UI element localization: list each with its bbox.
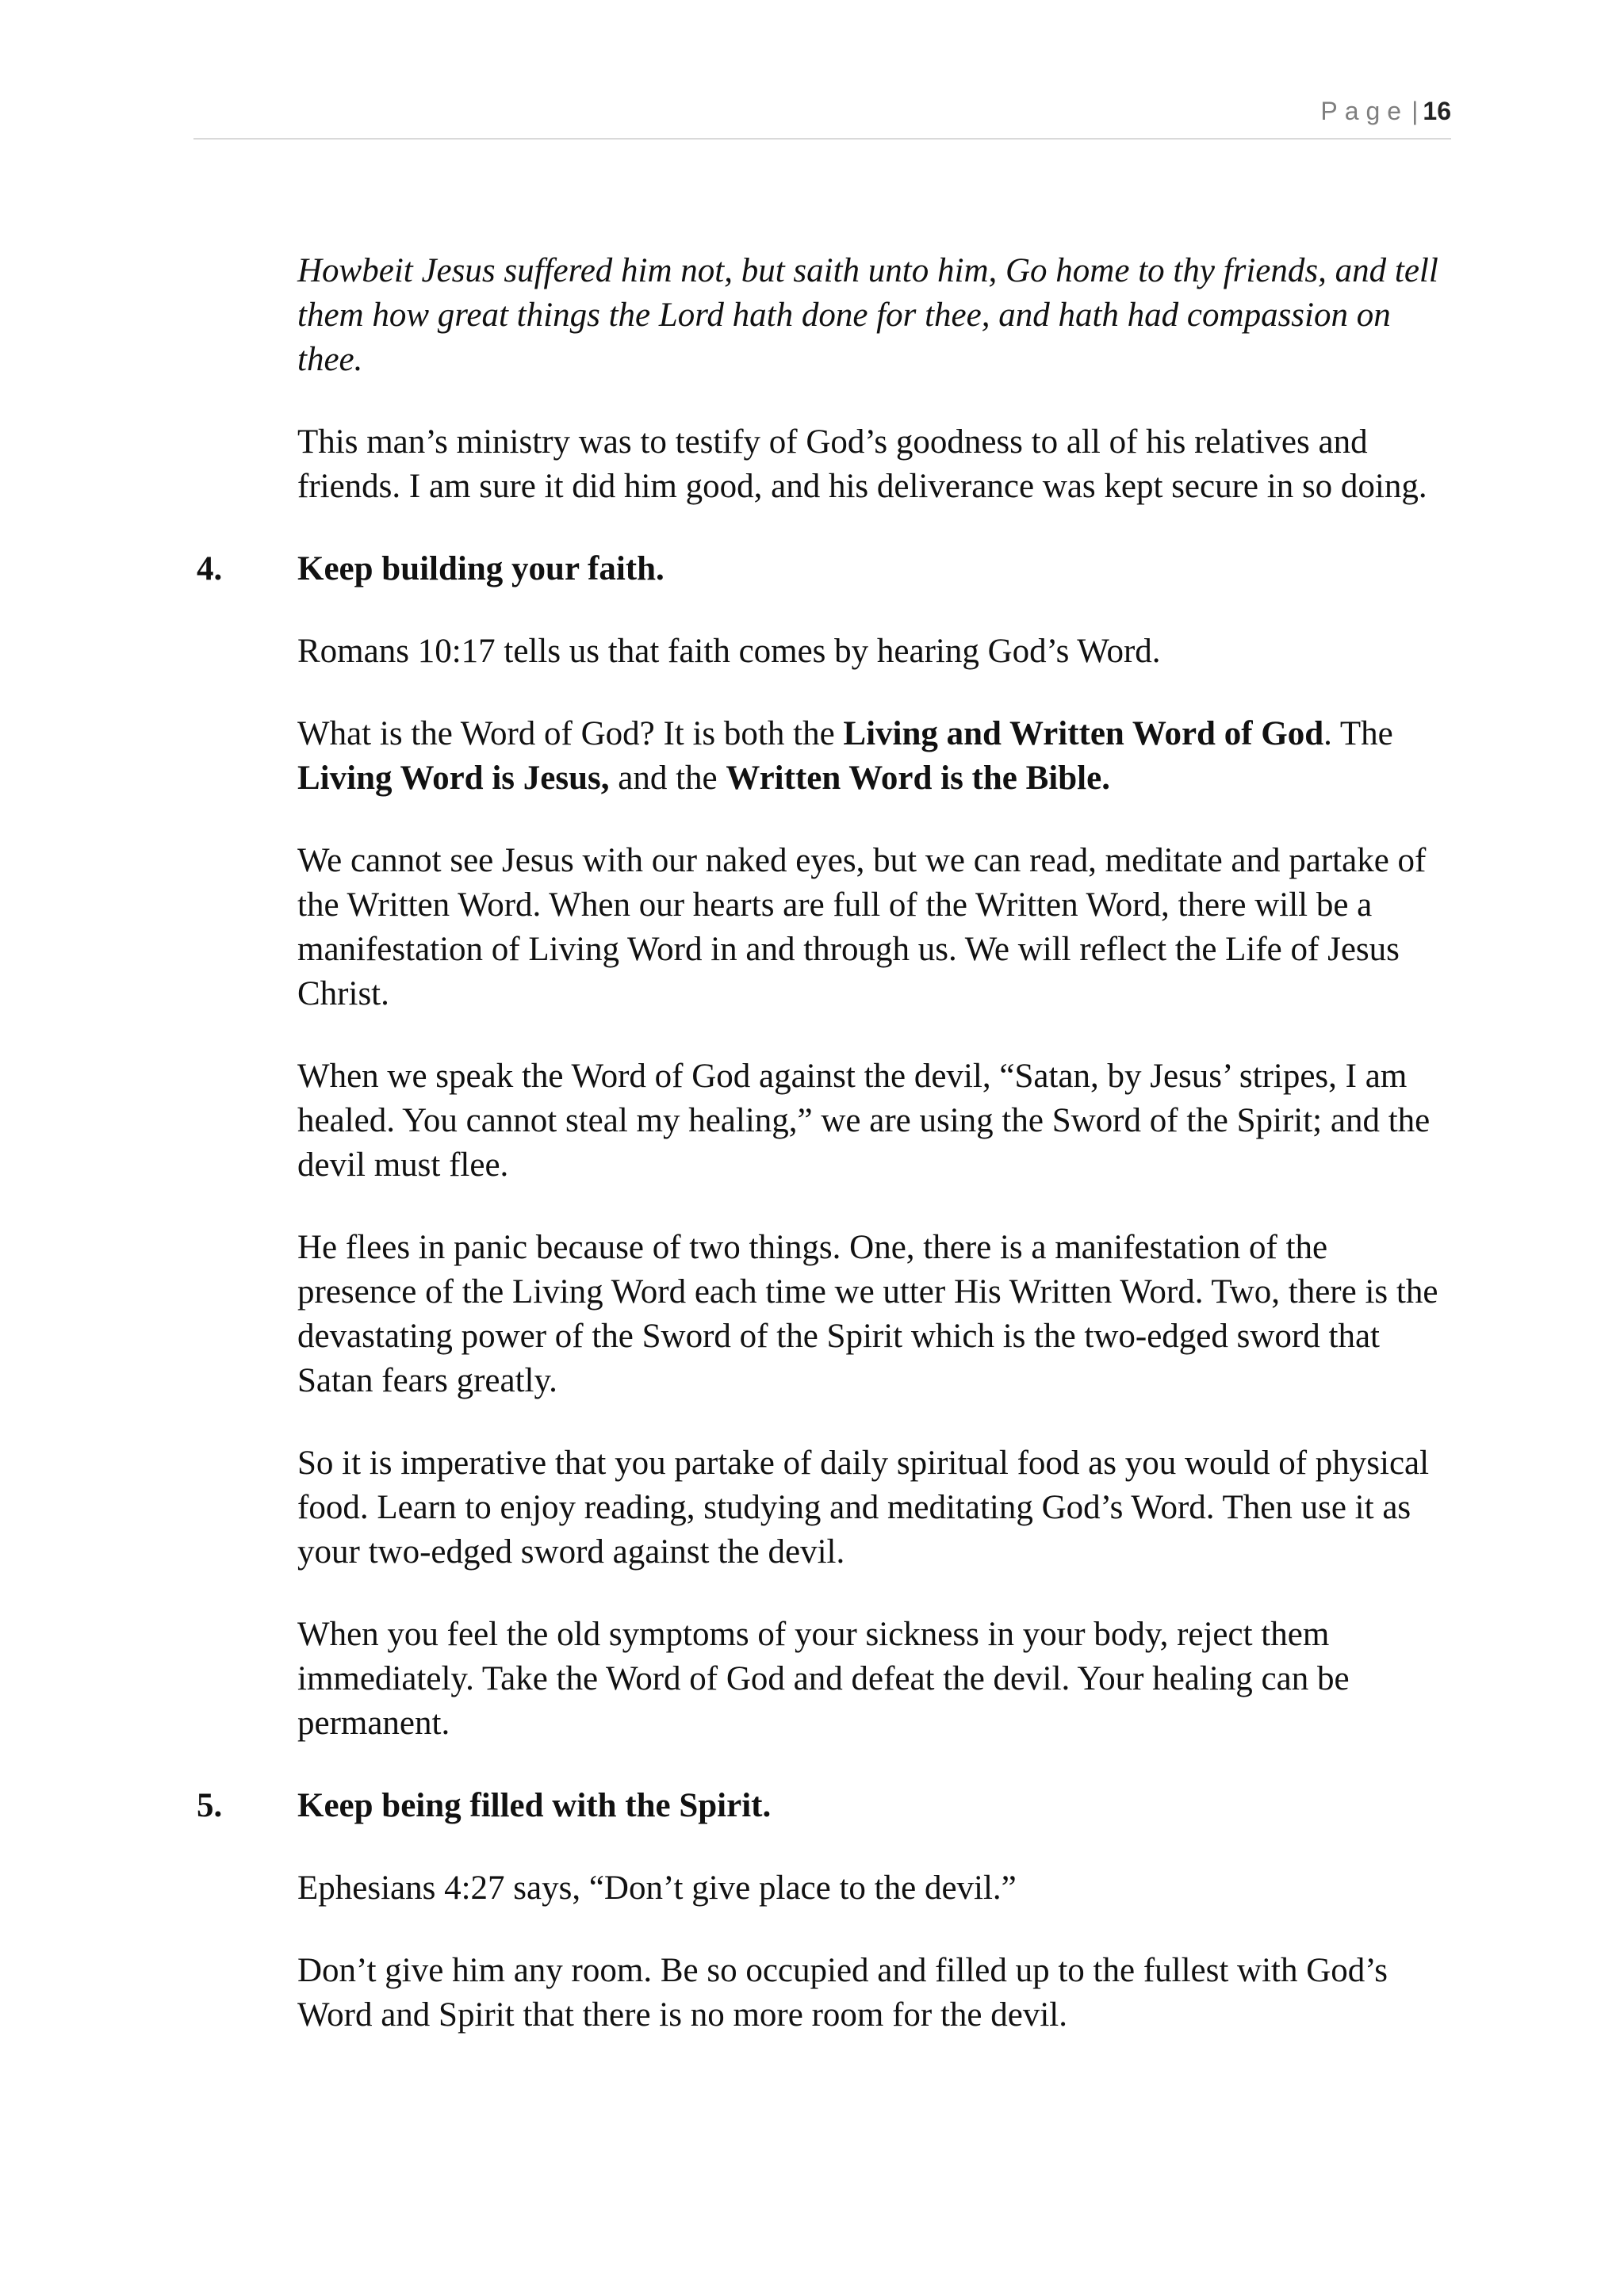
text-run: and the [609, 760, 726, 797]
paragraph-symptoms: When you feel the old symptoms of your sickness in your body, reject them immediately. Take the Word of God and defeat the devil. Your healing can be permanent. [297, 1616, 1350, 1742]
page-separator: | [1411, 97, 1419, 125]
text-run: . The [1323, 715, 1393, 752]
bold-written-word-bible: Written Word is the Bible. [726, 760, 1110, 797]
page-number: 16 [1423, 97, 1451, 125]
scripture-quote: Howbeit Jesus suffered him not, but saith unto him, Go home to thy friends, and tell them how great things the Lord hath done for thee, and hath had compassion on thee. [297, 252, 1438, 378]
bold-living-word-jesus: Living Word is Jesus, [297, 760, 610, 797]
section-title-4: Keep building your faith. [297, 550, 665, 587]
paragraph-naked-eyes: We cannot see Jesus with our naked eyes, but we can read, meditate and partake of the Written Word. When our hearts are full of the Written Word, there will be a manifestation of Living Word in and through us. We will reflect the Life of Jesus Christ. [297, 842, 1427, 1012]
paragraph-flees-panic: He flees in panic because of two things. One, there is a manifestation of the presence of the Living Word each time we utter His Written Word. Two, there is the devastating power of the Sword of the Spirit which is the two-edged sword that Satan fears greatly. [297, 1229, 1438, 1399]
section-heading-5 [197, 1784, 1455, 1828]
text-run: What is the Word of God? It is both the [297, 715, 844, 752]
paragraph-ministry: This man’s ministry was to testify of God’s goodness to all of his relatives and friends. I am sure it did him good, and his deliverance was kept secure in so doing. [297, 423, 1427, 505]
paragraph-speak-word: When we speak the Word of God against the devil, “Satan, by Jesus’ stripes, I am healed. You cannot steal my healing,” we are using the Sword of the Spirit; and the devil must flee. [297, 1058, 1431, 1184]
paragraph-no-room: Don’t give him any room. Be so occupied and filled up to the fullest with God’s Word and Spirit that there is no more room for the devil. [297, 1952, 1388, 2034]
page-number-label [1320, 97, 1451, 126]
section-heading-4 [197, 547, 1455, 591]
section-number-5: 5. [197, 1787, 223, 1824]
page-word: Page [1320, 97, 1409, 125]
paragraph-word-of-god [297, 712, 1455, 801]
paragraph-imperative: So it is imperative that you partake of daily spiritual food as you would of physical food. Learn to enjoy reading, studying and meditating God’s Word. Then use it as your two-edged sword against the devil. [297, 1445, 1430, 1571]
section-title-5: Keep being filled with the Spirit. [297, 1787, 772, 1824]
page-header [193, 94, 1451, 140]
paragraph-ephesians: Ephesians 4:27 says, “Don’t give place to the devil.” [297, 1869, 1017, 1907]
page-body [197, 249, 1455, 2076]
section-number-4: 4. [197, 550, 223, 587]
bold-living-written-word: Living and Written Word of God [843, 715, 1324, 752]
paragraph-romans: Romans 10:17 tells us that faith comes by hearing God’s Word. [297, 633, 1161, 670]
